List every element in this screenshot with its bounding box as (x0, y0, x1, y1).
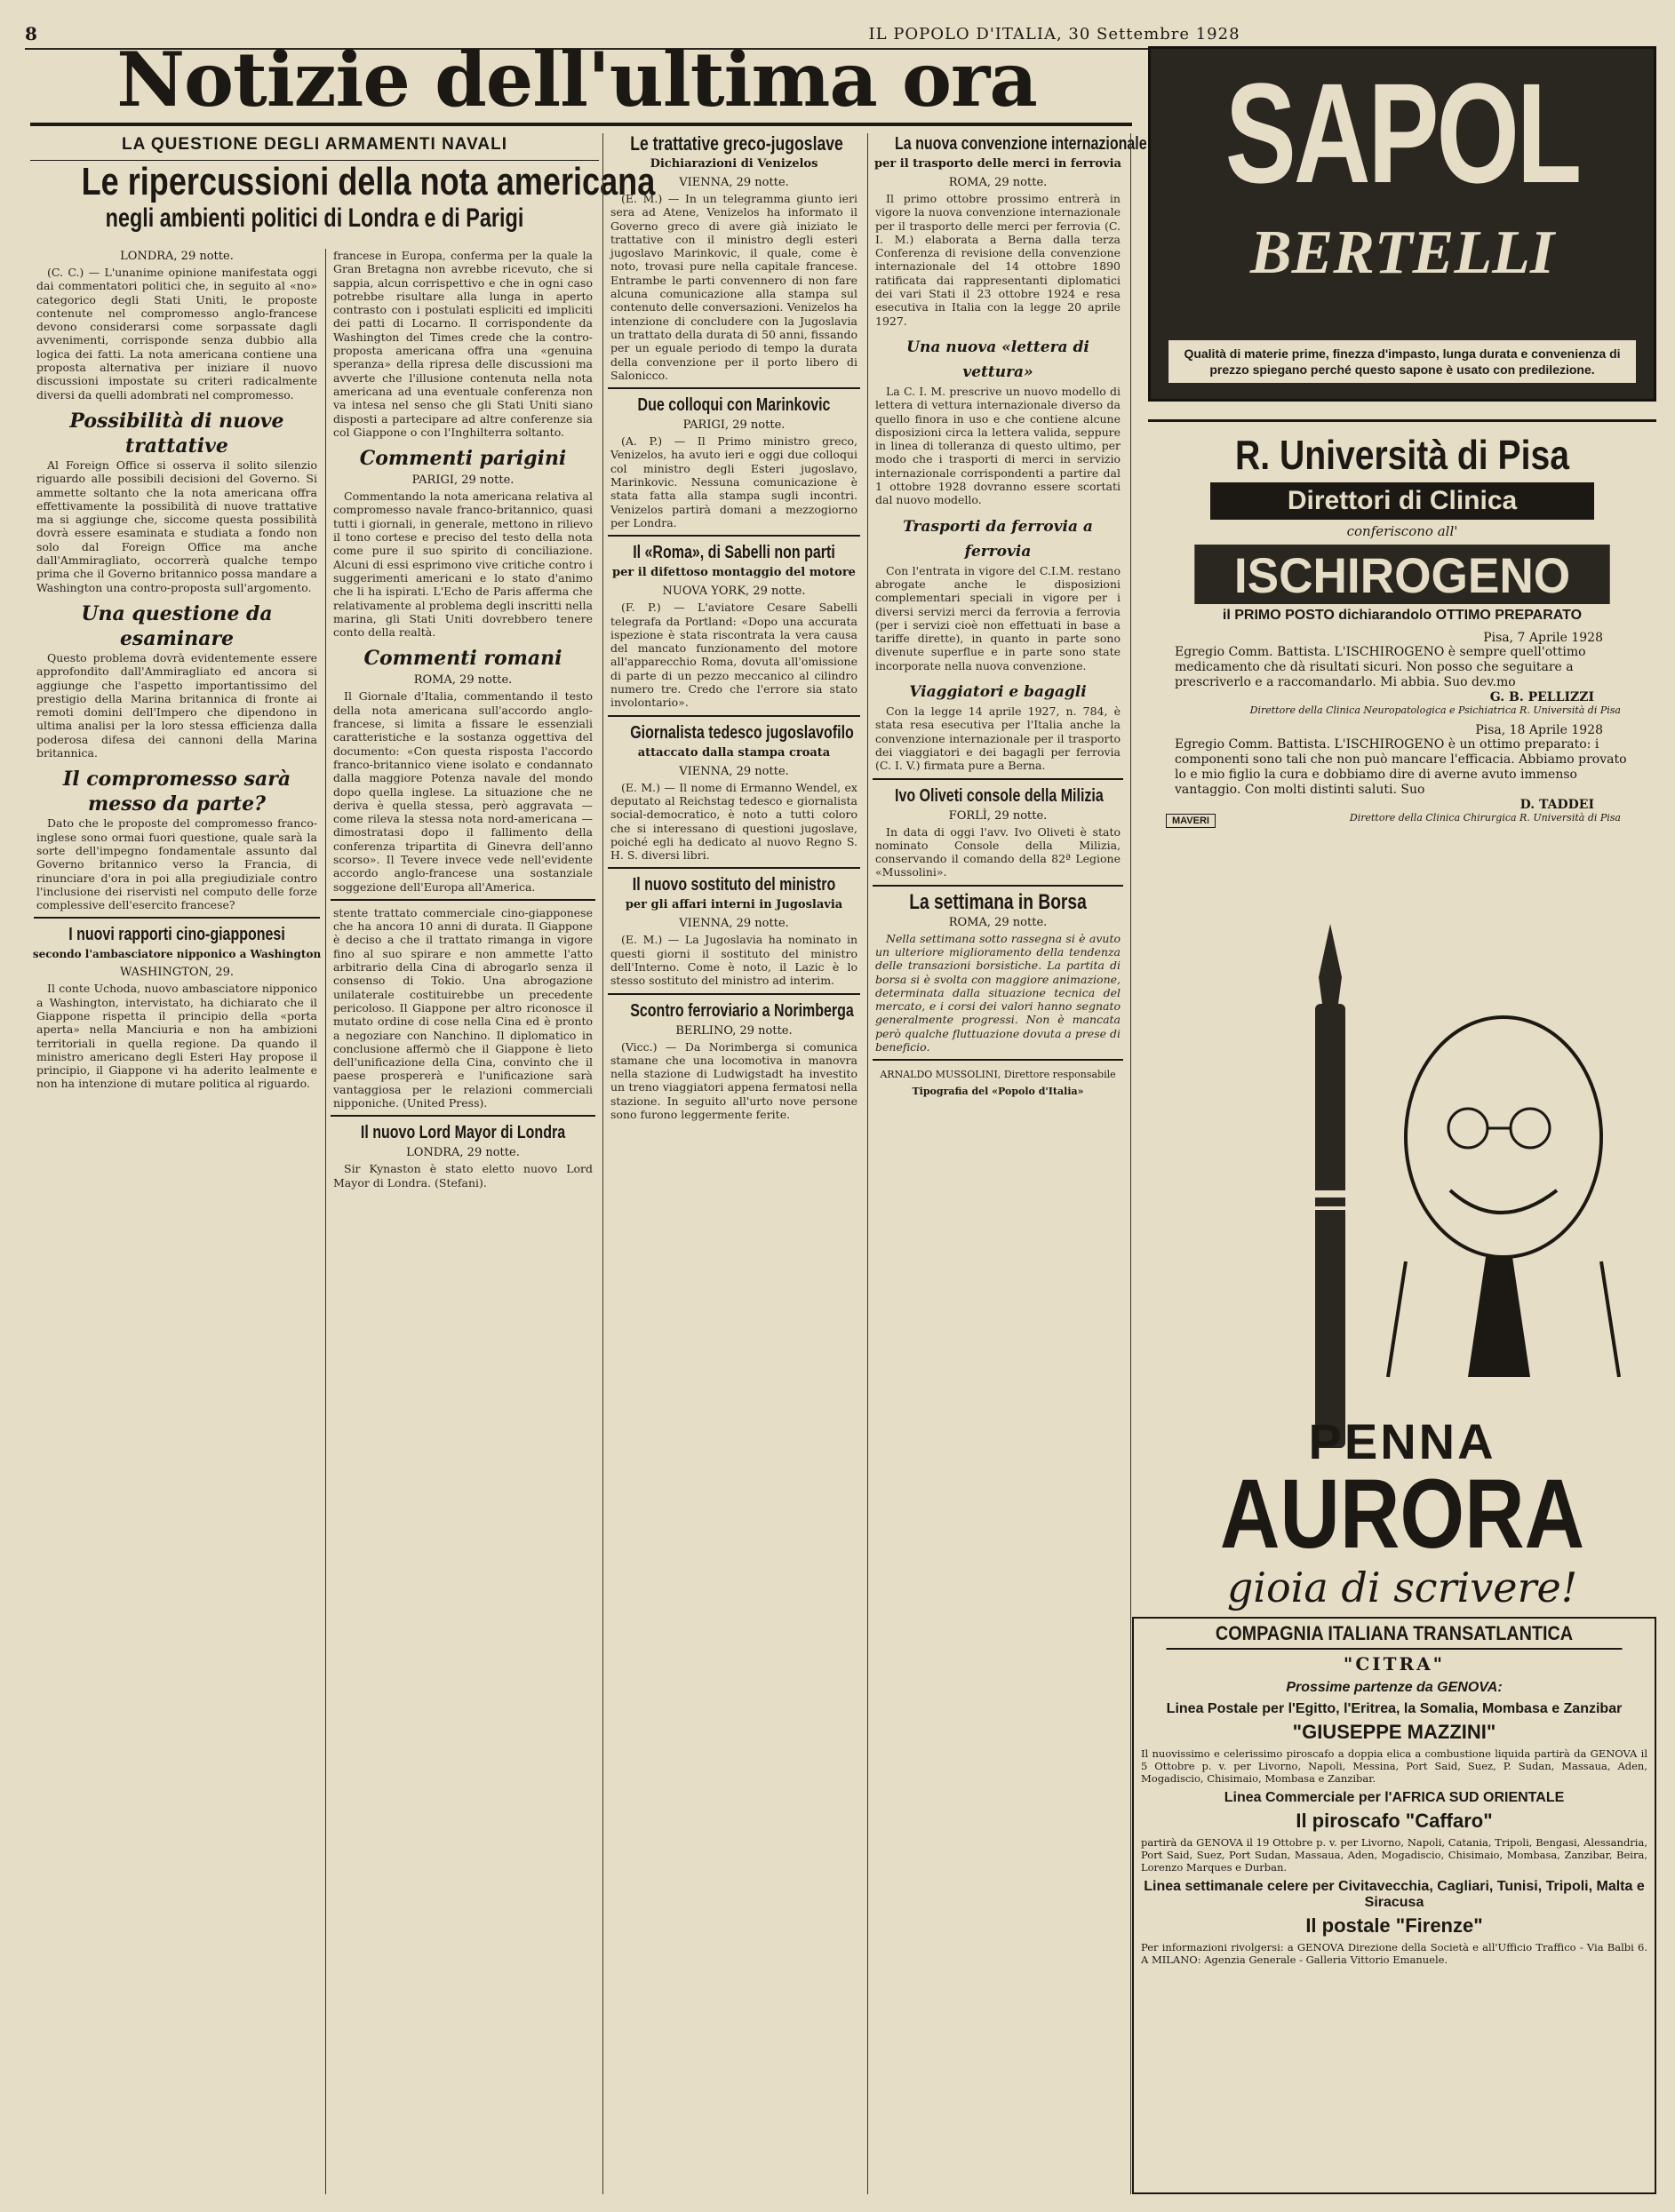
ad-sapol-word: SAPOL (1224, 53, 1580, 212)
column-rule (867, 133, 868, 2194)
article-greco-dateline: VIENNA, 29 notte. (679, 176, 789, 189)
ad-university: R. Università di Pisa (1235, 432, 1569, 478)
article-marinkovic-headline: Due colloqui con Marinkovic (637, 395, 831, 416)
article-cino-headline: I nuovi rapporti cino-giapponesi (68, 925, 285, 945)
article-norimberga-body: (Vicc.) — Da Norimberga si comunica stamane che una locomotiva in manovra nella stazione di Ludwigstadt ha investito un treno viaggiatori appena fermatosi nella stazione. In seguito all'urto nove persone sono furono leggermente ferite. (610, 1039, 857, 1122)
section-divider (34, 917, 320, 919)
lead-body-2: Al Foreign Office si osserva il solito silenzio riguardo alle possibili decisioni del Governo. Si ammette soltanto che la nota americana offra effettivamente la possibilità di nuove trattative ma si aggiunge che, siccome questa possibilità dovrà essere esaminata e studiata a fondo non solo dal Foreign Office ma anche dall'Ammiragliato, occorrerà qualche tempo prima che il Governo britannico possa mandare a Washington una contro-proposta sull'argomento. (36, 458, 317, 594)
section-divider (608, 387, 860, 389)
imprint-director: ARNALDO MUSSOLINI, Direttore responsabile (880, 1069, 1116, 1081)
article-sabelli-subhead: per il difettoso montaggio del motore (612, 566, 856, 580)
article-lordmayor-body: Sir Kynaston è stato eletto nuovo Lord Mayor di Londra. (Stefani). (333, 1162, 593, 1190)
article-wendel-dateline: VIENNA, 29 notte. (679, 764, 789, 778)
section-divider (873, 885, 1123, 887)
article-greco-headline: Le trattative greco-jugoslave (630, 132, 843, 155)
ad-aurora-slogan: gioia di scrivere! (1226, 1564, 1578, 1611)
section-divider (608, 993, 860, 995)
ad-letter-2-date: Pisa, 18 Aprile 1928 (1475, 723, 1603, 737)
article-parigi-dateline: PARIGI, 29 notte. (411, 473, 514, 488)
article-sabelli-body: (F. P.) — L'aviatore Cesare Sabelli telegrafa da Portland: «Dopo una accurata ispezione è stata riscontrata la vera causa del mancato funzionamento del motore all'apparecchio Roma, dovuta all'omissione di parte di un pezzo meccanico al cilindro numero tre. Credo che l'errore sia stato involontario». (610, 601, 857, 710)
article-oliveti-body: In data di oggi l'avv. Ivo Oliveti è stato nominato Console della Milizia, conservando il comando della 82ª Legione «Mussolini». (875, 824, 1121, 879)
ad-citra-linea-2: Linea Commerciale per l'AFRICA SUD ORIENTALE (1224, 1790, 1565, 1805)
article-greco-body: (E. M.) — In un telegramma giunto ieri sera ad Atene, Venizelos ha informato il Governo greco di avere già iniziato le trattative con il ministro degli esteri jugoslavo Marinkovic, il quale, come è noto, trovasi pure nella capitale francese. Entrambe le parti convennero di non fare alcuna comunicazione alla stampa sul contenuto delle conversazioni. Venizelos ha intenzione di concludere con la Jugoslavia un trattato della durata di 50 anni, fissando per un eguale periodo di tempo la durata della convenzione per il porto libero di Salonicco. (610, 192, 857, 382)
article-borsa-headline: La settimana in Borsa (909, 889, 1087, 914)
ad-letter-1-signature: G. B. PELLIZZI (1489, 690, 1594, 704)
ad-citra-ship-2: Il piroscafo "Caffaro" (1296, 1810, 1493, 1832)
article-oliveti-headline: Ivo Oliveti console della Milizia (895, 785, 1104, 806)
section-divider (873, 1059, 1123, 1061)
ad-citra-prossime: Prossime partenze da GENOVA: (1286, 1680, 1503, 1695)
article-marinkovic-dateline: PARIGI, 29 notte. (682, 418, 786, 433)
column-2 (327, 249, 599, 2194)
lead-subhead: negli ambienti politici di Londra e di Parigi (105, 203, 524, 233)
section-divider (331, 899, 595, 901)
article-sostituto-headline: Il nuovo sostituto del ministro (632, 875, 836, 895)
ad-citra-title: COMPAGNIA ITALIANA TRANSATLANTICA (1167, 1622, 1623, 1650)
article-cim-subtitle-2: Una nuova «lettera di vettura» (906, 338, 1089, 381)
ad-sapol (1148, 46, 1656, 402)
article-wendel-body: (E. M.) — Il nome di Ermanno Wendel, ex deputato al Reichstag tedesco e giornalista social-democratico, è noto a tutti coloro che si interessano di questioni jugoslave, poiché egli ha dedicato al nuovo Regno S. H. S. diversi libri. (610, 780, 857, 863)
imprint-printer: Tipografia del «Popolo d'Italia» (912, 1086, 1084, 1098)
article-parigi-body: Commentando la nota americana relativa al compromesso navale franco-britannico, quasi tutti i giornali, in generale, mettono in rilievo il tono cortese e preciso del testo della nota come pure il suo spirito di conciliazione. Alcuni di essi esprimono vive critiche contro i suggerimenti americani e lo stato d'animo che li ha ispirati. L'Echo de Paris afferma che relativamente al problema degli inscritti nella marina, gli Stati Uniti dovrebbero tenere conto della realtà. (333, 489, 593, 640)
ad-citra-ship-1: "GIUSEPPE MAZZINI" (1292, 1721, 1496, 1743)
ad-citra-ship-3: Il postale "Firenze" (1305, 1914, 1483, 1937)
article-cino-body: Il conte Uchoda, nuovo ambasciatore nipponico a Washington, intervistato, ha dichiarato che il Giappone rispetta il principio della «porta aperta» nella Manciuria e non ha ambizioni territoriali in quella regione. Da quando il ministro americano degli Esteri Hay propose il principio, il Giappone vi ha aderito lealmente e non ha intenzione di mutare politica al riguardo. (36, 982, 317, 1091)
ad-citra-linea-3: Linea settimanale celere per Civitavecchia, Cagliari, Tunisi, Tripoli, Malta e Siracusa (1144, 1879, 1645, 1910)
ad-citra-abbr: "CITRA" (1343, 1653, 1446, 1675)
ad-citra-text-1: Il nuovissimo e celerissimo piroscafo a doppia elica a combustione liquida partirà da GENOVA il 5 Ottobre p. v. per Livorno, Napoli, Messina, Port Said, Suez, P. Sudan, Massaua, Aden, Mogadiscio, Chisimaio, Mombasa e Zanzibar. (1141, 1747, 1647, 1785)
ad-sapol-tagline: Qualità di materie prime, finezza d'impasto, lunga durata e convenienza di prezzo spiegano perché questo sapone è usato con predilezione. (1169, 340, 1636, 383)
lead-body-4: Dato che le proposte del compromesso franco-inglese sono ormai fuori questione, quale sarà la sorte dell'impegno fondamentale assunto dal Governo britannico verso la Francia, di rinunciare d'ora in poi alla pregiudiziale contro l'inclusione dei riservisti nel computo delle forze complessive dell'esercito francese? (36, 816, 317, 912)
ad-letter-1-title: Direttore della Clinica Neuropatologica e Psichiatrica R. Università di Pisa (1249, 704, 1621, 716)
section-divider (608, 535, 860, 537)
article-cim-headline: La nuova convenzione internazionale (895, 134, 1147, 154)
article-wendel-headline: Giornalista tedesco jugoslavofilo (630, 722, 854, 743)
column-rule (325, 249, 326, 2194)
ad-citra (1132, 1617, 1656, 2194)
article-cino-dateline: WASHINGTON, 29. (119, 966, 235, 980)
banner-rule (30, 123, 1132, 126)
article-cim-body-4: Con la legge 14 aprile 1927, n. 784, è stata resa esecutiva per l'Italia anche la convenzione internazionale per il trasporto dei viaggiatori e dei bagagli per ferrovia (C. I. V.) firmata pure a Berna. (875, 704, 1121, 773)
article-cim-body-3: Con l'entrata in vigore del C.I.M. restano abrogate anche le disposizioni complementari speciali in vigore per i diversi servizi merci da ferrovia a ferrovia (per i servizi cioè non effettuati in base a tariffe dirette), in quanto in parte sono divenute superflue e in parte sono state incorporate nella nuova convenzione. (875, 563, 1121, 672)
article-romani-headline: Commenti romani (363, 647, 562, 671)
ad-letter-2-text: Egregio Comm. Battista. L'ISCHIROGENO è un ottimo preparato: i componenti sono tali che non può mancare l'efficacia. Abbiamo provato lo e mio figlio la cura e dobbiamo dire di averne avuto immenso vantaggio. Con molti distinti saluti. Suo (1175, 737, 1627, 797)
section-divider (608, 867, 860, 869)
article-cim-subtitle-3: Trasporti da ferrovia a ferrovia (903, 517, 1093, 561)
column-4 (869, 133, 1147, 2194)
article-cim-dateline: ROMA, 29 notte. (948, 176, 1048, 189)
article-lordmayor-headline: Il nuovo Lord Mayor di Londra (360, 1123, 566, 1143)
smiling-man-illustration (1352, 1004, 1619, 1377)
article-borsa-dateline: ROMA, 29 notte. (948, 915, 1048, 929)
ad-conferiscono: conferiscono all' (1346, 523, 1458, 539)
ad-letter-1-text: Egregio Comm. Battista. L'ISCHIROGENO è sempre quell'ottimo medicamento che dà risultati sicuri. Non posso che seguitare a prescriverlo e a raccomandarlo. Mi abbia. Suo dev.mo (1175, 645, 1586, 689)
page-number: 8 (25, 23, 37, 44)
article-greco-subhead: Dichiarazioni di Venizelos (650, 157, 818, 171)
ad-directors-banner: Direttori di Clinica (1210, 482, 1594, 520)
ad-citra-text-3: Per informazioni rivolgersi: a GENOVA Direzione della Società e all'Ufficio Traffico - Via Balbi 6. A MILANO: Agenzia Generale - Galleria Vittorio Emanuele. (1141, 1941, 1647, 1966)
ad-aurora-penna: PENNA (1308, 1413, 1496, 1469)
article-parigi-headline: Commenti parigini (359, 447, 567, 471)
article-sostituto-subhead: per gli affari interni in Jugoslavia (625, 898, 843, 912)
column-3 (604, 133, 864, 2194)
ad-citra-linea-1: Linea Postale per l'Egitto, l'Eritrea, la Somalia, Mombasa e Zanzibar (1166, 1701, 1623, 1716)
article-borsa-body: Nella settimana sotto rassegna si è avuto un ulteriore miglioramento della tendenza delle transazioni borsistiche. La partita di borsa si è svolta con maggiore animazione, determinata dalla situazione tecnica del mercato, e i corsi dei valori hanno segnato generalmente progressi. Non è mancata però qualche fluttuazione dovuta a prese di beneficio. (875, 931, 1121, 1054)
article-norimberga-dateline: BERLINO, 29 notte. (675, 1023, 793, 1038)
ad-product-name: ISCHIROGENO (1194, 545, 1609, 604)
article-sostituto-body: (E. M.) — La Jugoslavia ha nominato in questi giorni il sostituto del ministro dell'Interno. Come è noto, il Lazic è lo stesso sostituto del ministro ad interim. (610, 933, 857, 988)
article-sostituto-dateline: VIENNA, 29 notte. (679, 917, 789, 931)
page-banner-title: Notizie dell'ultima ora (116, 36, 1037, 123)
article-sabelli-headline: Il «Roma», di Sabelli non parti (633, 543, 835, 563)
masthead-line: IL POPOLO D'ITALIA, 30 Settembre 1928 (868, 25, 1240, 44)
article-cino-continuation: stente trattato commerciale cino-giapponese che ha ancora 10 anni di durata. Il Giappone è deciso a che il trattato rimanga in vigore fino al suo spirare e non ammette l'atto arbitrario della Cina di abrogarlo senza il consenso di Tokio. Una abrogazione unilaterale costituirebbe un precedente pericoloso. Il Giappone per altro riconosce il mutato ordine di cose nella Cina ed è pronto a negoziare con Nanchino. Il diplomatico in conclusione affermò che il Giappone è lieto dell'unificazione della Cina, convinto che il paese prospererà e l'unificazione sarà vantaggiosa per le relazioni commerciali nipponiche. (United Press). (333, 905, 593, 1110)
lead-dateline: LONDRA, 29 notte. (120, 250, 234, 263)
ad-aurora (1148, 888, 1656, 1611)
ad-primo-posto: il PRIMO POSTO dichiarandolo OTTIMO PREPARATO (1222, 608, 1583, 623)
ad-citra-text-2: partirà da GENOVA il 19 Ottobre p. v. per Livorno, Napoli, Catania, Tripoli, Bengasi, Alessandria, Port Said, Suez, Port Sudan, Massaua, Aden, Mogadiscio, Chisimaio, Mombasa, Zanzibar, Beira, Lorenzo Marques e Durban. (1141, 1836, 1647, 1874)
article-cim-subtitle-4: Viaggiatori e bagagli (909, 683, 1087, 702)
lead-body-3: Questo problema dovrà evidentemente essere approfondito dall'Ammiragliato ed ancora si aggiunge che l'aspetto importantissimo del prestigio della Marina britannica di fronte ai remoti domini dell'Impero che dipendono in ultima analisi per la loro stessa efficienza dalla poderosa difesa dei cannoni della Marina britannica. (36, 650, 317, 760)
ad-ischirogeno (1148, 419, 1656, 846)
section-divider (873, 778, 1123, 780)
article-norimberga-headline: Scontro ferroviario a Norimberga (630, 1000, 854, 1021)
lead-continuation: francese in Europa, conferma per la quale la Gran Bretagna non avrebbe ricevuto, che si sappia, alcun corrispettivo e che in ogni caso potrebbe risultare alla lunga in aperto contrasto con i postulati espliciti ed impliciti dei patti di Locarno. Il corrispondente da Washington del Times crede che la contro-proposta americana offra una «genuina speranza» della ripresa delle discussioni ma avverte che l'illusione contenuta nella nota americana ad una eventuale conferenza non va intesa nel senso che gli Stati Uniti siano disposti a partecipare ad altre conferenze sia col Giappone o con l'Inghilterra soltanto. (333, 249, 593, 439)
ad-aurora-name: AURORA (1219, 1460, 1585, 1569)
article-sabelli-dateline: NUOVA YORK, 29 notte. (662, 585, 806, 599)
section-divider (608, 715, 860, 717)
lead-body-1: (C. C.) — L'unanime opinione manifestata oggi dai commentatori politici che, in seguito al «no» categorico degli Stati Uniti, le proposte contenute nel compromesso anglo-francese devono considerarsi come sorpassate dagli avvenimenti, corrisponde senza dubbio alla logica dei fatti. La nota americana contiene una proposta alternativa per iniziare il nuovo discussioni impostate su criteri radicalmente diversi da quelli adombrati nel compromesso. (36, 266, 317, 402)
article-romani-dateline: ROMA, 29 notte. (413, 673, 513, 688)
section-divider (331, 1115, 595, 1117)
lead-article-header (30, 133, 656, 234)
article-cim-body-2: La C. I. M. prescrive un nuovo modello di lettera di vettura internazionale diverso da quello finora in uso e che contiene alcune disposizioni circa la lettera valida, seppure in linea di tolleranza di questo ultimo, per modo che i trasporti di merci in servizio internazionale corrispondenti a partire dal 1 ottobre 1928 dovranno essere scortati dal nuovo modello. (875, 384, 1121, 507)
article-cino-subhead: secondo l'ambasciatore nipponico a Washington (32, 948, 322, 961)
article-wendel-subhead: attaccato dalla stampa croata (637, 745, 831, 760)
column-rule (1130, 133, 1131, 2194)
ad-letter-1-date: Pisa, 7 Aprile 1928 (1483, 631, 1603, 645)
lead-subtitle-4: Il compromesso sarà messo da parte? (62, 768, 291, 816)
article-cim-body: Il primo ottobre prossimo entrerà in vigore la nuova convenzione internazionale per il trasporto delle merci per ferrovia (C. I. M.) elaborata a Berna dalla terza Conferenza di revisione della convenzione internazionale del 14 ottobre 1890 ratificata dai rappresentanti diplomatici dei vari Stati il 23 ottobre 1924 e resa esecutiva in Italia con la legge 20 aprile 1927. (875, 192, 1121, 328)
ad-sapol-brand: BERTELLI (1249, 219, 1555, 287)
ad-maveri-logo: MAVERI (1166, 814, 1216, 828)
article-lordmayor-dateline: LONDRA, 29 notte. (406, 1146, 520, 1160)
ad-letter-2-title: Direttore della Clinica Chirurgica R. Università di Pisa (1349, 812, 1621, 824)
article-marinkovic-body: (A. P.) — Il Primo ministro greco, Venizelos, ha avuto ieri e oggi due colloqui col ministro degli Esteri jugoslavo, Marinkovic. Nessuna comunicazione è stata fatta alla stampa sugli incontri. Venizelos partirà domani a mezzogiorno per Londra. (610, 434, 857, 529)
lead-subtitle-2: Possibilità di nuove trattative (69, 409, 284, 458)
article-romani-body: Il Giornale d'Italia, commentando il testo della nota americana sull'accordo anglo-francese, si limita a fissare le essenziali caratteristiche e la sostanza oggettiva del documento: «Con questa risposta l'accordo franco-britannico viene isolato e condannato dalla maggiore Potenza navale del mondo dopo quella inglese. La situazione che ne deriva è quella stessa, però aggravata — come rileva la stessa nota nord-americana — dimostratasi dopo il fallimento della conferenza tripartita di Ginevra dell'anno scorso». Il Tevere invece vede nell'evidente accordo anglo-francese una sostanziale soggezione dell'Europa all'America. (333, 689, 593, 894)
column-rule (602, 133, 603, 2194)
lead-kicker: LA QUESTIONE DEGLI ARMAMENTI NAVALI (30, 133, 599, 161)
ad-letter-2-signature: D. TADDEI (1519, 798, 1594, 812)
lead-subtitle-3: Una questione da esaminare (81, 601, 273, 650)
article-cim-subhead: per il trasporto delle merci in ferrovia (874, 157, 1121, 171)
article-oliveti-dateline: FORLÌ, 29 notte. (948, 808, 1048, 823)
lead-headline: Le ripercussioni della nota americana (81, 160, 656, 203)
